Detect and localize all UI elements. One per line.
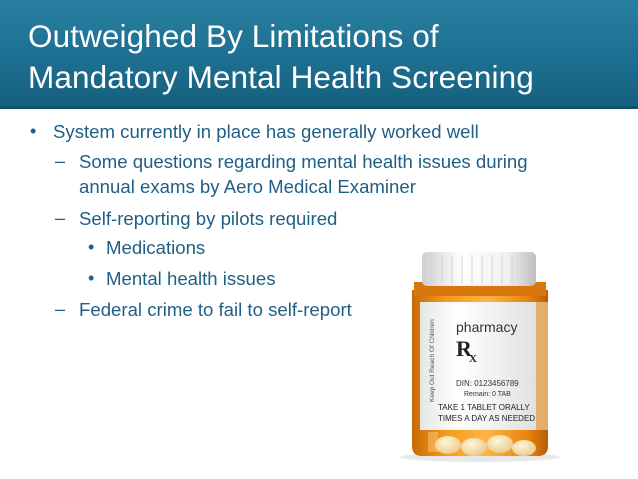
dash-marker: – (55, 299, 66, 319)
sub-item-federal-crime: Federal crime to fail to self-report (79, 299, 352, 320)
slide-title (28, 16, 628, 98)
sub-item-self-reporting: Self-reporting by pilots required (79, 208, 338, 229)
sub-item-questions-line-2: annual exams by Aero Medical Examiner (79, 176, 416, 197)
label-take: TAKE 1 TABLET ORALLY (438, 403, 530, 412)
label-rx-sub: X (469, 353, 477, 365)
title-bar (0, 0, 638, 109)
bottle-highlight (428, 432, 438, 452)
label-times: TIMES A DAY AS NEEDED (438, 414, 536, 423)
sub-sub-item-mental-health: Mental health issues (106, 268, 276, 289)
bullet-marker: • (30, 121, 37, 141)
bullet-marker: • (88, 237, 95, 257)
label-brand: pharmacy (456, 319, 518, 335)
slide-title-line-2: Mandatory Mental Health Screening (28, 59, 534, 95)
label-din: DIN: 0123456789 (456, 379, 519, 388)
pill (435, 436, 461, 454)
bullet-item-system: System currently in place has generally worked well (53, 121, 479, 142)
pill (487, 435, 513, 453)
label-side-text: Keep Out Reach Of Children (429, 319, 436, 402)
pill (512, 440, 536, 456)
sub-item-questions-line-1: Some questions regarding mental health issues during (79, 151, 528, 172)
bullet-marker: • (88, 268, 95, 288)
slide-title-line-1: Outweighed By Limitations of (28, 18, 439, 54)
label-rx: R (456, 336, 472, 361)
pill (461, 438, 487, 456)
prescription-bottle-image (398, 252, 623, 462)
bottle-right-edge (536, 302, 548, 430)
label-remain: Remain: 0 TAB (464, 391, 511, 398)
bottle-cap (422, 252, 536, 286)
sub-sub-item-medications: Medications (106, 237, 206, 258)
dash-marker: – (55, 151, 66, 171)
dash-marker: – (55, 208, 66, 228)
